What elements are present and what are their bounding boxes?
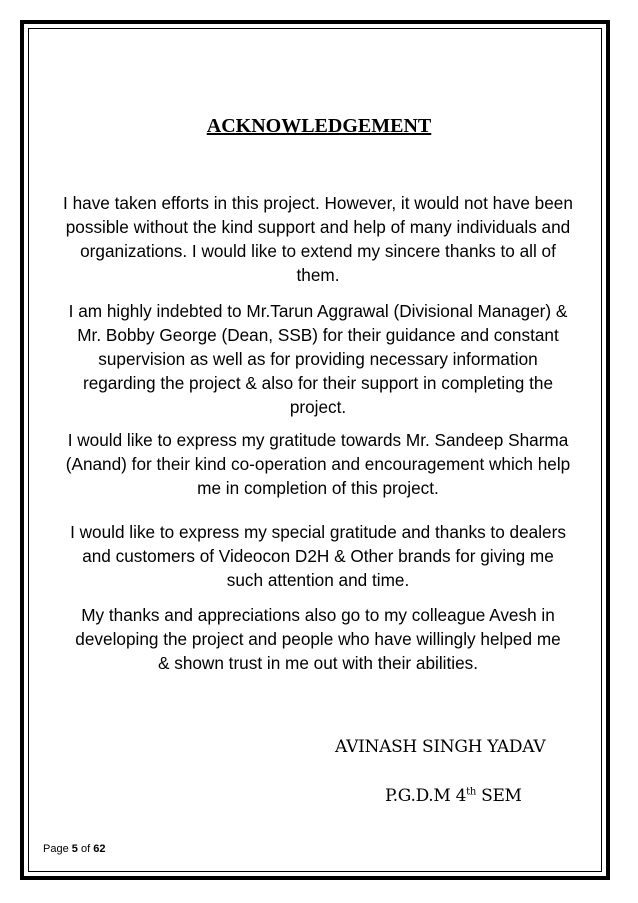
- page-number-footer: [43, 843, 105, 855]
- paragraph-mentors: I am highly indebted to Mr.Tarun Aggrawal (Divisional Manager) & Mr. Bobby George (Dean, SSB) for their guidance and constant supervision as well as for providing necessary information regarding the project & also for their support in completing the project.: [68, 301, 568, 417]
- course-suffix: SEM: [476, 786, 522, 806]
- current-page-number: 5: [71, 843, 78, 855]
- total-pages-number: 62: [93, 843, 106, 855]
- page-label: Page: [43, 843, 69, 855]
- paragraph-gratitude: I would like to express my gratitude towards Mr. Sandeep Sharma (Anand) for their kind co-operation and encouragement which help me in completion of this project.: [65, 430, 571, 498]
- of-label: of: [80, 843, 91, 855]
- paragraph-dealers: I would like to express my special gratitude and thanks to dealers and customers of Videocon D2H & Other brands for giving me such attention and time.: [70, 522, 566, 590]
- paragraph-colleague: My thanks and appreciations also go to my colleague Avesh in developing the project and people who have willingly helped me & shown trust in me out with their abilities.: [75, 605, 561, 673]
- course-prefix: P.G.D.M 4: [385, 786, 467, 806]
- paragraph-intro: I have taken efforts in this project. However, it would not have been possible without the kind support and help of many individuals and organizations. I would like to extend my sincere thanks to all of them.: [63, 193, 573, 285]
- page-title: ACKNOWLEDGEMENT: [206, 115, 432, 137]
- course-superscript: th: [466, 786, 476, 798]
- signature-name: AVINASH SINGH YADAV: [335, 737, 546, 757]
- signature-course: [385, 786, 522, 806]
